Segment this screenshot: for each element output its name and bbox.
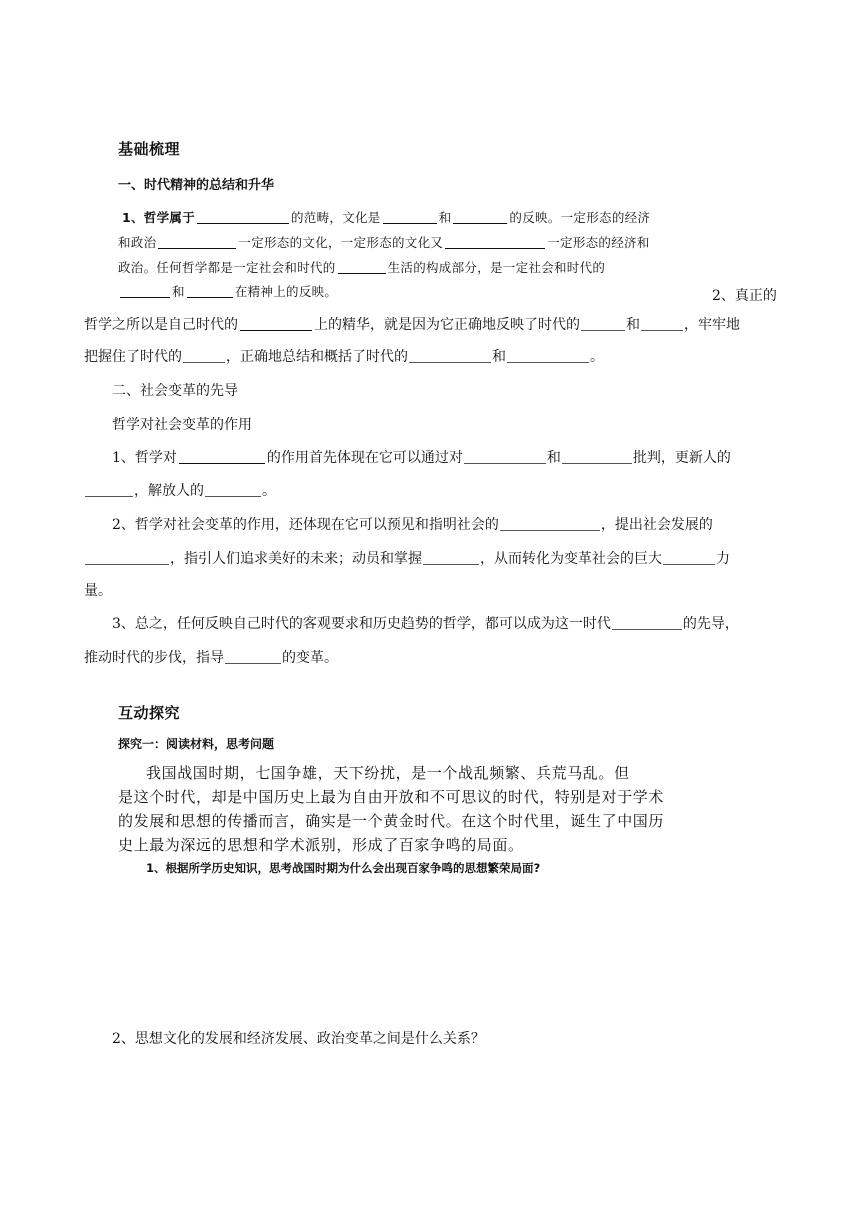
- role-para2-line3: 量。: [84, 583, 112, 599]
- item1-line3: 政治。任何哲学都是一定社会和时代的 生活的构成部分，是一定社会和时代的: [118, 260, 606, 275]
- item1-line2: 和政治 一定形态的文化，一定形态的文化又 一定形态的经济和: [118, 235, 650, 250]
- role-para3-line1: 3、总之，任何反映自己时代的客观要求和历史趋势的哲学，都可以成为这一时代 的先导，: [112, 616, 739, 632]
- question-2: 2、思想文化的发展和经济发展、政治变革之间是什么关系？: [112, 1031, 485, 1047]
- section-title-explore: 互动探究: [118, 704, 181, 722]
- heading-philosophy-role: 哲学对社会变革的作用: [112, 417, 252, 433]
- role-para1-line1: 1、哲学对 的作用首先体现在它可以通过对 和 批判，更新人的: [112, 450, 731, 466]
- item1-line4: 和 在精神上的反映。: [118, 282, 337, 300]
- role-para3-line2: 推动时代的步伐，指导 的变革。: [84, 650, 338, 666]
- item2-line2: 哲学之所以是自己时代的 上的精华，就是因为它正确地反映了时代的 和 ，牢牢地: [84, 317, 740, 333]
- material-line4: 史上最为深远的思想和学术派别，形成了百家争鸣的局面。: [118, 836, 524, 854]
- heading-social-change: 二、社会变革的先导: [112, 383, 238, 399]
- item1-line1: 1、哲学属于 的范畴，文化是 和 的反映。一定形态的经济: [122, 210, 651, 225]
- item2-line1: 2、真正的: [712, 288, 777, 304]
- heading-era-spirit: 一、时代精神的总结和升华: [118, 178, 275, 193]
- material-line2: 是这个时代，却是中国历史上最为自由开放和不可思议的时代，特别是对于学术: [118, 788, 665, 806]
- item2-line3: 把握住了时代的 ，正确地总结和概括了时代的 和 。: [84, 349, 604, 365]
- explore1-heading: 探究一：阅读材料，思考问题: [118, 737, 275, 751]
- material-line3: 的发展和思想的传播而言，确实是一个黄金时代。在这个时代里，诞生了中国历: [118, 812, 665, 830]
- material-line1: 我国战国时期，七国争雄，天下纷扰，是一个战乱频繁、兵荒马乱。但: [146, 764, 630, 782]
- role-para1-line2: ，解放人的 。: [84, 480, 276, 500]
- question-1: 1、根据所学历史知识，思考战国时期为什么会出现百家争鸣的思想繁荣局面?: [146, 861, 541, 875]
- section-title-basics: 基础梳理: [118, 140, 181, 158]
- role-para2-line1: 2、哲学对社会变革的作用，还体现在它可以预见和指明社会的 ，提出社会发展的: [112, 517, 713, 533]
- role-para2-line2: ，指引人们追求美好的未来；动员和掌握 ，从而转化为变革社会的巨大 力: [84, 548, 730, 568]
